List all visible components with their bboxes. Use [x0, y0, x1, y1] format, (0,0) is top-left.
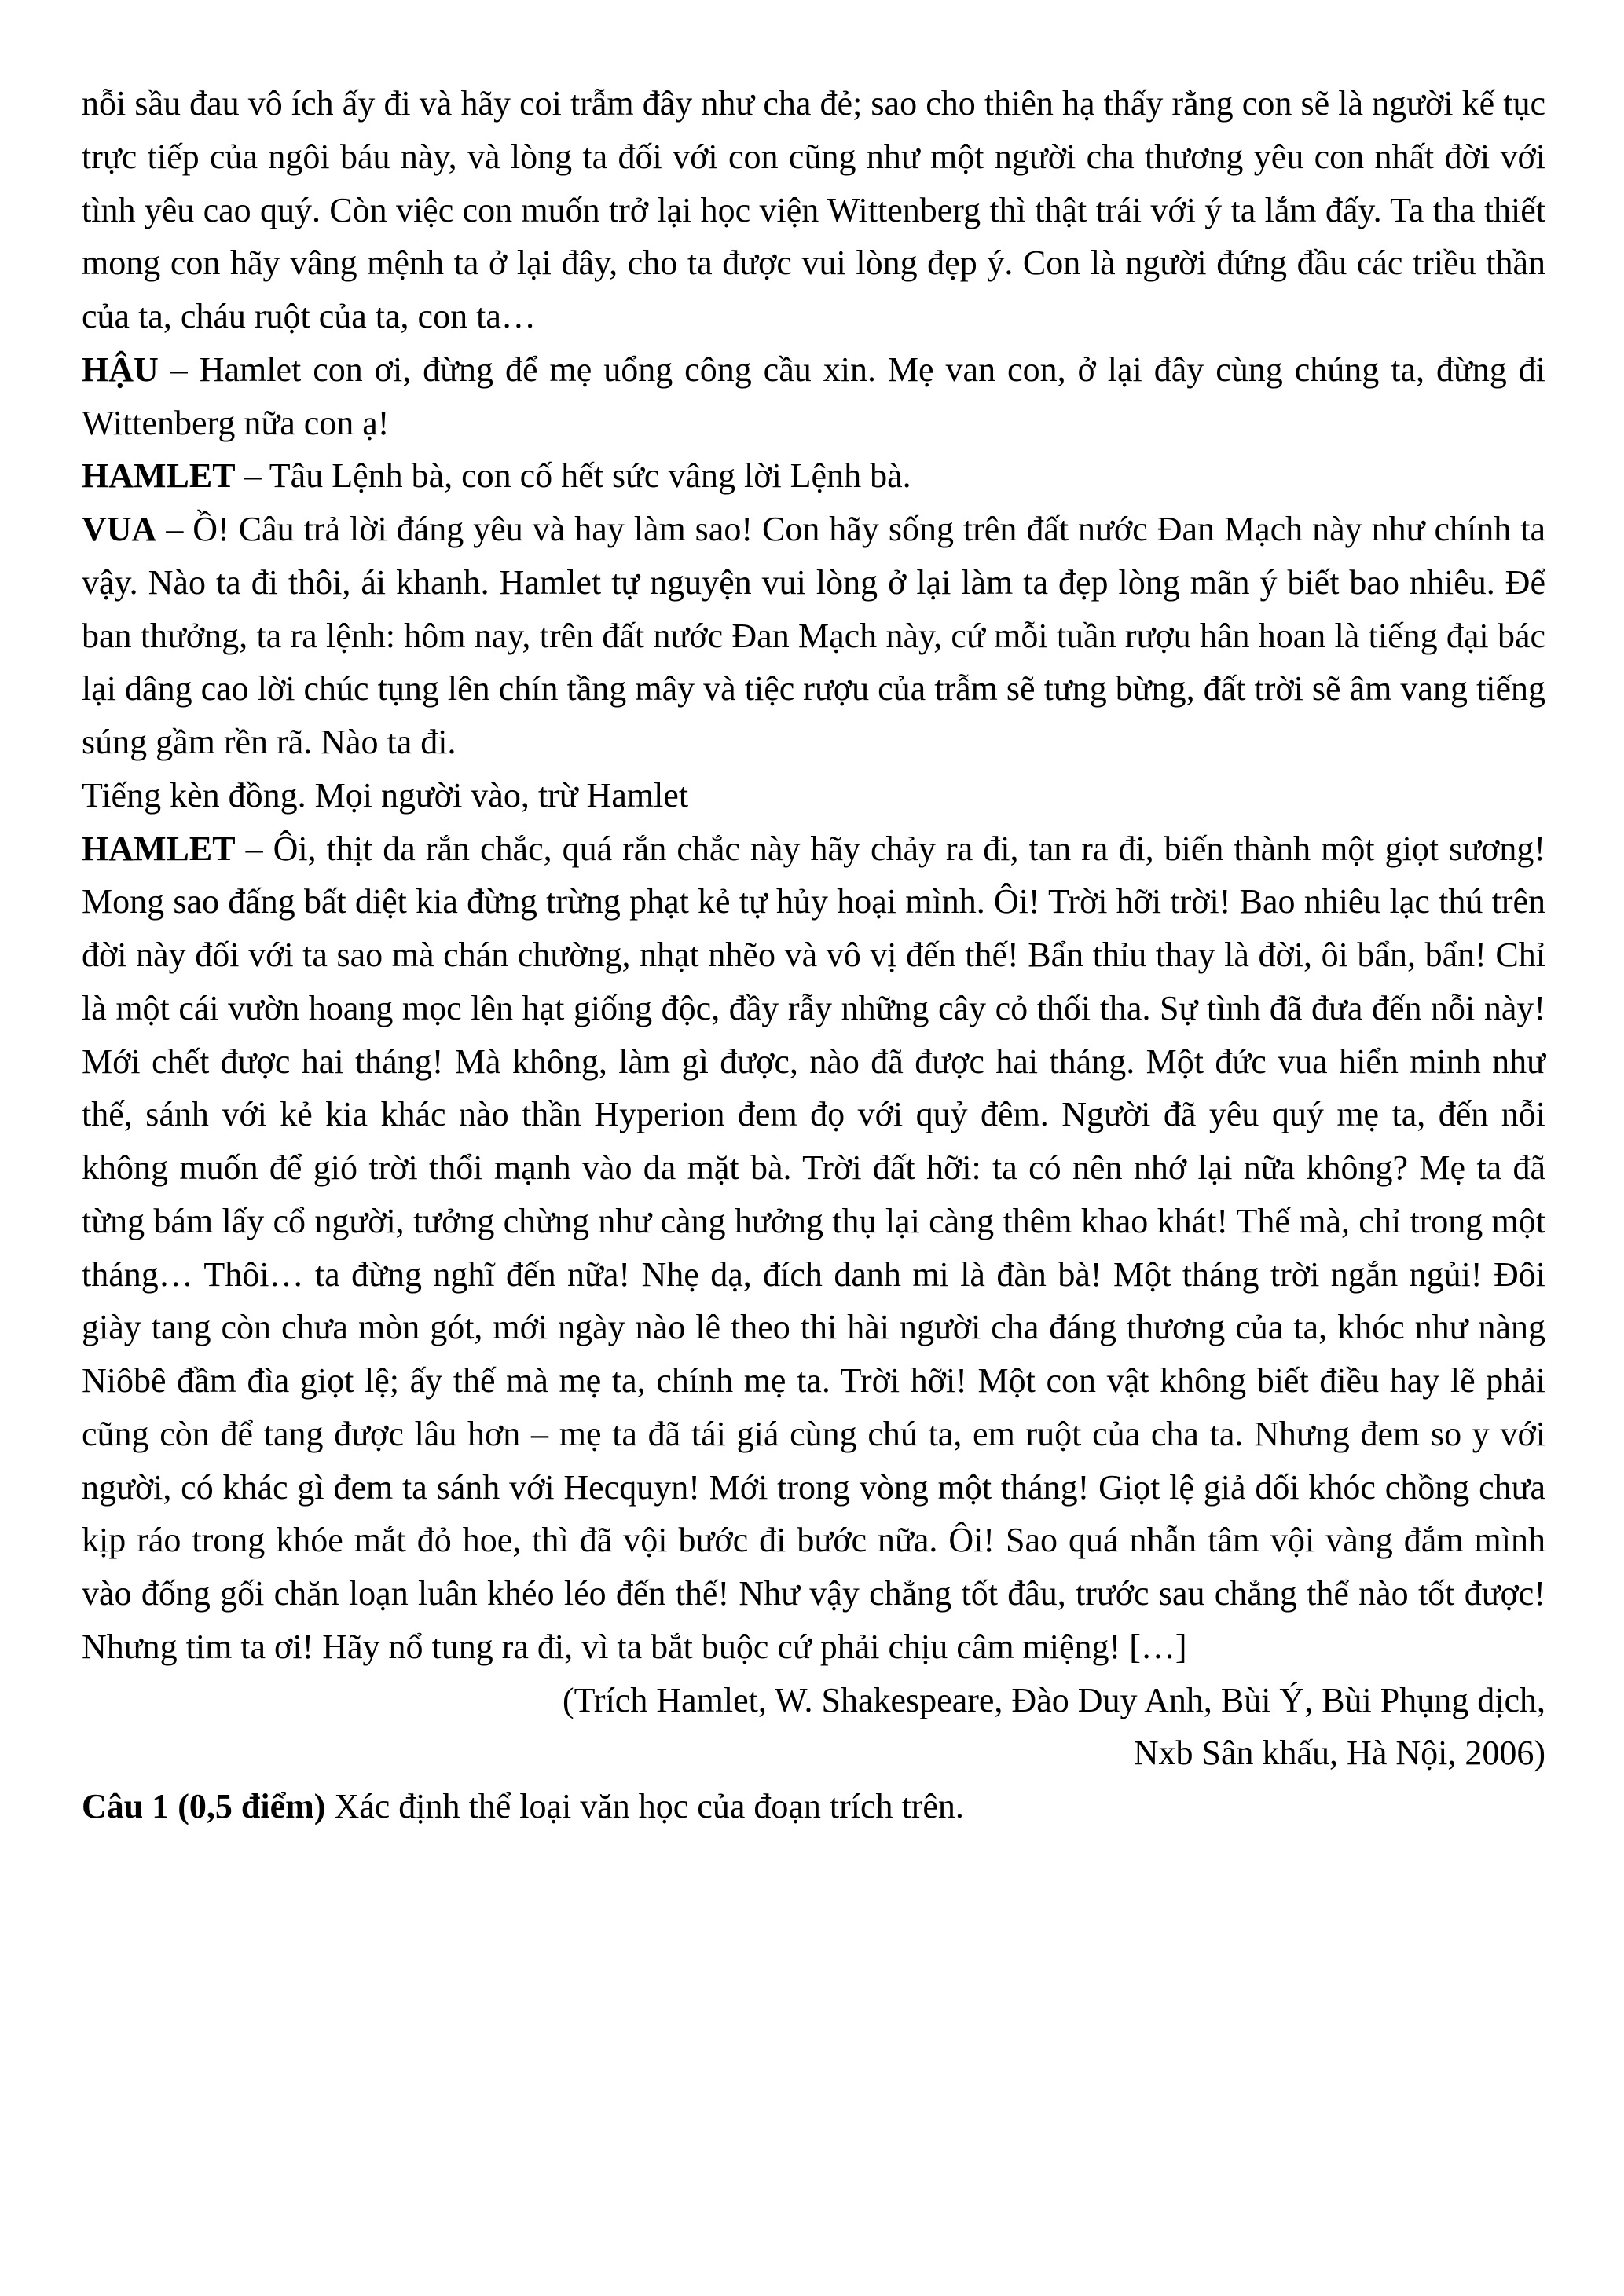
document-text [82, 77, 1545, 1833]
speech-text: – Ồ! Câu trả lời đáng yêu và hay làm sao! Con hãy sống trên đất nước Đan Mạch này như chính ta vậy. Nào ta đi thôi, ái khanh. Hamlet tự nguyện vui lòng ở lại làm ta đẹp lòng mãn ý biết bao nhiêu. Để ban thưởng, ta ra lệnh: hôm nay, trên đất nước Đan Mạch này, cứ mỗi tuần rượu hân hoan là tiếng đại bác lại dâng cao lời chúc tụng lên chín tầng mây và tiệc rượu của trẫm sẽ tưng bừng, đất trời sẽ âm vang tiếng súng gầm rền rã. Nào ta đi. [82, 510, 1545, 761]
speech-block [82, 449, 1545, 503]
speaker-name: HAMLET [82, 829, 236, 868]
citation-line: Nxb Sân khấu, Hà Nội, 2006) [1133, 1734, 1545, 1773]
plain-text: nỗi sầu đau vô ích ấy đi và hãy coi trẫm đây như cha đẻ; sao cho thiên hạ thấy rằng con sẽ là người kế tục trực tiếp của ngôi báu này, và lòng ta đối với con cũng như một người cha thương yêu con nhất đời với tình yêu cao quý. Còn việc con muốn trở lại học viện Wittenberg thì thật trái với ý ta lắm đấy. Ta tha thiết mong con hãy vâng mệnh ta ở lại đây, cho ta được vui lòng đẹp ý. Con là người đứng đầu các triều thần của ta, cháu ruột của ta, con ta… [82, 84, 1545, 335]
question-label: Câu 1 (0,5 điểm) [82, 1787, 326, 1825]
citation-line: (Trích Hamlet, W. Shakespeare, Đào Duy Anh, Bùi Ý, Bùi Phụng dịch, [562, 1680, 1545, 1719]
stage-text: Tiếng kèn đồng. Mọi người vào, trừ Hamlet [82, 775, 689, 815]
speaker-name: VUA [82, 510, 157, 548]
speech-block [82, 343, 1545, 450]
speech-text: – Hamlet con ơi, đừng để mẹ uổng công cầu xin. Mẹ van con, ở lại đây cùng chúng ta, đừng đi Wittenberg nữa con ạ! [82, 350, 1545, 442]
plain-block [82, 77, 1545, 343]
speech-block [82, 503, 1545, 769]
question-block [82, 1780, 1545, 1833]
stage-block [82, 769, 1545, 822]
citation-block [82, 1674, 1545, 1781]
question-text: Xác định thể loại văn học của đoạn trích trên. [325, 1787, 964, 1825]
speaker-name: HAMLET [82, 456, 236, 496]
speech-text: – Tâu Lệnh bà, con cố hết sức vâng lời Lệnh bà. [235, 456, 911, 496]
speaker-name: HẬU [82, 350, 159, 389]
speech-block [82, 822, 1545, 1674]
speech-text: – Ôi, thịt da rắn chắc, quá rắn chắc này hãy chảy ra đi, tan ra đi, biến thành một giọt sương! Mong sao đấng bất diệt kia đừng trừng phạt kẻ tự hủy hoại mình. Ôi! Trời hỡi trời! Bao nhiêu lạc thú trên đời này đối với ta sao mà chán chường, nhạt nhẽo và vô vị đến thế! Bẩn thỉu thay là đời, ôi bẩn, bẩn! Chỉ là một cái vườn hoang mọc lên hạt giống độc, đầy rẫy những cây cỏ thối tha. Sự tình đã đưa đến nỗi này! Mới chết được hai tháng! Mà không, làm gì được, nào đã được hai tháng. Một đức vua hiển minh như thế, sánh với kẻ kia khác nào thần Hyperion đem đọ với quỷ đêm. Người đã yêu quý mẹ ta, đến nỗi không muốn để gió trời thổi mạnh vào da mặt bà. Trời đất hỡi: ta có nên nhớ lại nữa không? Mẹ ta đã từng bám lấy cổ người, tưởng chừng như càng hưởng thụ lại càng thêm khao khát! Thế mà, chỉ trong một tháng… Thôi… ta đừng nghĩ đến nữa! Nhẹ dạ, đích danh mi là đàn bà! Một tháng trời ngắn ngủi! Đôi giày tang còn chưa mòn gót, mới ngày nào lê theo thi hài người cha đáng thương của ta, khóc như nàng Niôbê đầm đìa giọt lệ; ấy thế mà mẹ ta, chính mẹ ta. Trời hỡi! Một con vật không biết điều hay lẽ phải cũng còn để tang được lâu hơn – mẹ ta đã tái giá cùng chú ta, em ruột của cha ta. Nhưng đem so y với người, có khác gì đem ta sánh với Hecquyn! Mới trong vòng một tháng! Giọt lệ giả dối khóc chồng chưa kịp ráo trong khóe mắt đỏ hoe, thì đã vội bước đi bước nữa. Ôi! Sao quá nhẫn tâm vội vàng đắm mình vào đống gối chăn loạn luân khéo léo đến thế! Như vậy chẳng tốt đâu, trước sau chẳng thể nào tốt được! Nhưng tim ta ơi! Hãy nổ tung ra đi, vì ta bắt buộc cứ phải chịu câm miệng! […] [82, 829, 1545, 1666]
